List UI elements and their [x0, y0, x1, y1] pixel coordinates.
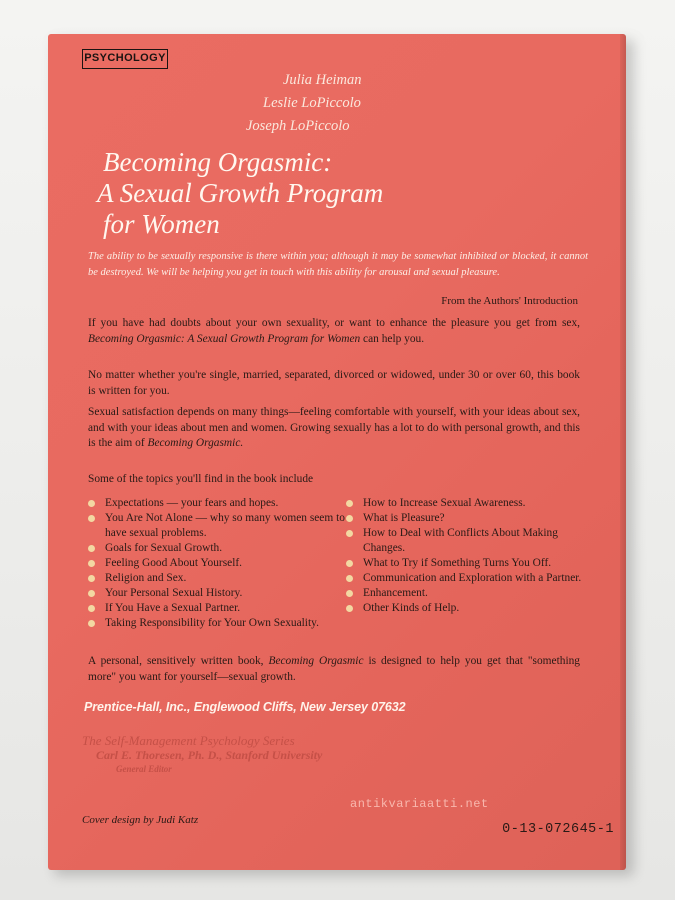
author-2: Leslie LoPiccolo — [263, 95, 361, 111]
paragraph-3 — [88, 405, 580, 452]
list-item: You Are Not Alone — why so many women seem to have sexual problems. — [88, 511, 346, 541]
closing-text-b: is designed to help you get that "something more" you want for yourself—sexual growth. — [88, 655, 581, 683]
list-item: What is Pleasure? — [346, 511, 586, 526]
cover-design-credit: Cover design by Judi Katz — [82, 814, 199, 826]
bullet-icon — [88, 560, 95, 567]
bullet-icon — [346, 530, 353, 537]
bullet-icon — [346, 590, 353, 597]
paragraph-1-book-title: Becoming Orgasmic: A Sexual Growth Program for Women — [88, 332, 361, 345]
book-title — [97, 147, 603, 240]
bullet-icon — [88, 575, 95, 582]
topics-list-right — [346, 496, 586, 616]
series-editor-role: General Editor — [116, 764, 172, 774]
paragraph-3-book-title: Becoming Orgasmic. — [147, 437, 244, 449]
paragraph-3-text: Sexual satisfaction depends on many things—feeling comfortable with yourself, with your ideas about sex, and with your ideas about men and women. Growing sexually has a lot to do with personal growth, and this is the aim of — [88, 406, 580, 449]
bullet-icon — [346, 575, 353, 582]
paragraph-1 — [88, 316, 580, 347]
paragraph-2: No matter whether you're single, married, separated, divorced or widowed, under 30 or over 60, this book is written for you. — [88, 369, 580, 397]
intro-quote: The ability to be sexually responsive is there within you; although it may be somewhat inhibited or blocked, it cannot be destroyed. We will be helping you get in touch with this ability for arousal and sexual pleasure. — [88, 251, 588, 278]
category-badge: PSYCHOLOGY — [82, 49, 168, 69]
paragraph-1-text-b: can help you. — [360, 332, 425, 345]
list-item: Enhancement. — [346, 586, 586, 601]
paragraph-1-text-a: If you have had doubts about your own sexuality, or want to enhance the pleasure you get from sex, — [88, 317, 580, 329]
book-back-cover — [48, 34, 626, 870]
quote-attribution: From the Authors' Introduction — [441, 295, 578, 307]
title-line-3: for Women — [103, 209, 220, 239]
list-item: Communication and Exploration with a Partner. — [346, 571, 586, 586]
topics-intro: Some of the topics you'll find in the book include — [88, 473, 314, 485]
list-item: What to Try if Something Turns You Off. — [346, 556, 586, 571]
bullet-icon — [346, 560, 353, 567]
list-item: How to Deal with Conflicts About Making Changes. — [346, 526, 586, 556]
isbn-number: 0-13-072645-1 — [502, 822, 614, 837]
list-item: Goals for Sexual Growth. — [88, 541, 346, 556]
bullet-icon — [88, 500, 95, 507]
closing-text-a: A personal, sensitively written book, — [88, 655, 269, 667]
bullet-icon — [88, 590, 95, 597]
list-item: Other Kinds of Help. — [346, 601, 586, 616]
series-block — [82, 734, 322, 776]
title-line-1: Becoming Orgasmic: — [103, 147, 333, 177]
list-item: Expectations — your fears and hopes. — [88, 496, 346, 511]
bullet-icon — [88, 545, 95, 552]
author-3: Joseph LoPiccolo — [246, 118, 350, 134]
list-item: Religion and Sex. — [88, 571, 346, 586]
closing-paragraph — [88, 654, 580, 685]
publisher-line: Prentice-Hall, Inc., Englewood Cliffs, New Jersey 07632 — [84, 700, 406, 714]
series-editor: Carl E. Thoresen, Ph. D., Stanford University — [96, 748, 323, 762]
cover-edge — [620, 34, 626, 870]
title-line-2: A Sexual Growth Program — [97, 178, 384, 208]
closing-book-title: Becoming Orgasmic — [268, 655, 364, 667]
bullet-icon — [346, 500, 353, 507]
series-name: The Self-Management Psychology Series — [82, 733, 295, 748]
list-item: How to Increase Sexual Awareness. — [346, 496, 586, 511]
bullet-icon — [88, 515, 95, 522]
watermark-text: antikvariaatti.net — [350, 797, 489, 811]
bullet-icon — [88, 620, 95, 627]
list-item: Your Personal Sexual History. — [88, 586, 346, 601]
list-item: Feeling Good About Yourself. — [88, 556, 346, 571]
author-1: Julia Heiman — [283, 72, 362, 88]
bullet-icon — [346, 605, 353, 612]
bullet-icon — [346, 515, 353, 522]
bullet-icon — [88, 605, 95, 612]
list-item: Taking Responsibility for Your Own Sexuality. — [88, 616, 346, 631]
list-item: If You Have a Sexual Partner. — [88, 601, 346, 616]
topics-list-left — [88, 496, 346, 631]
